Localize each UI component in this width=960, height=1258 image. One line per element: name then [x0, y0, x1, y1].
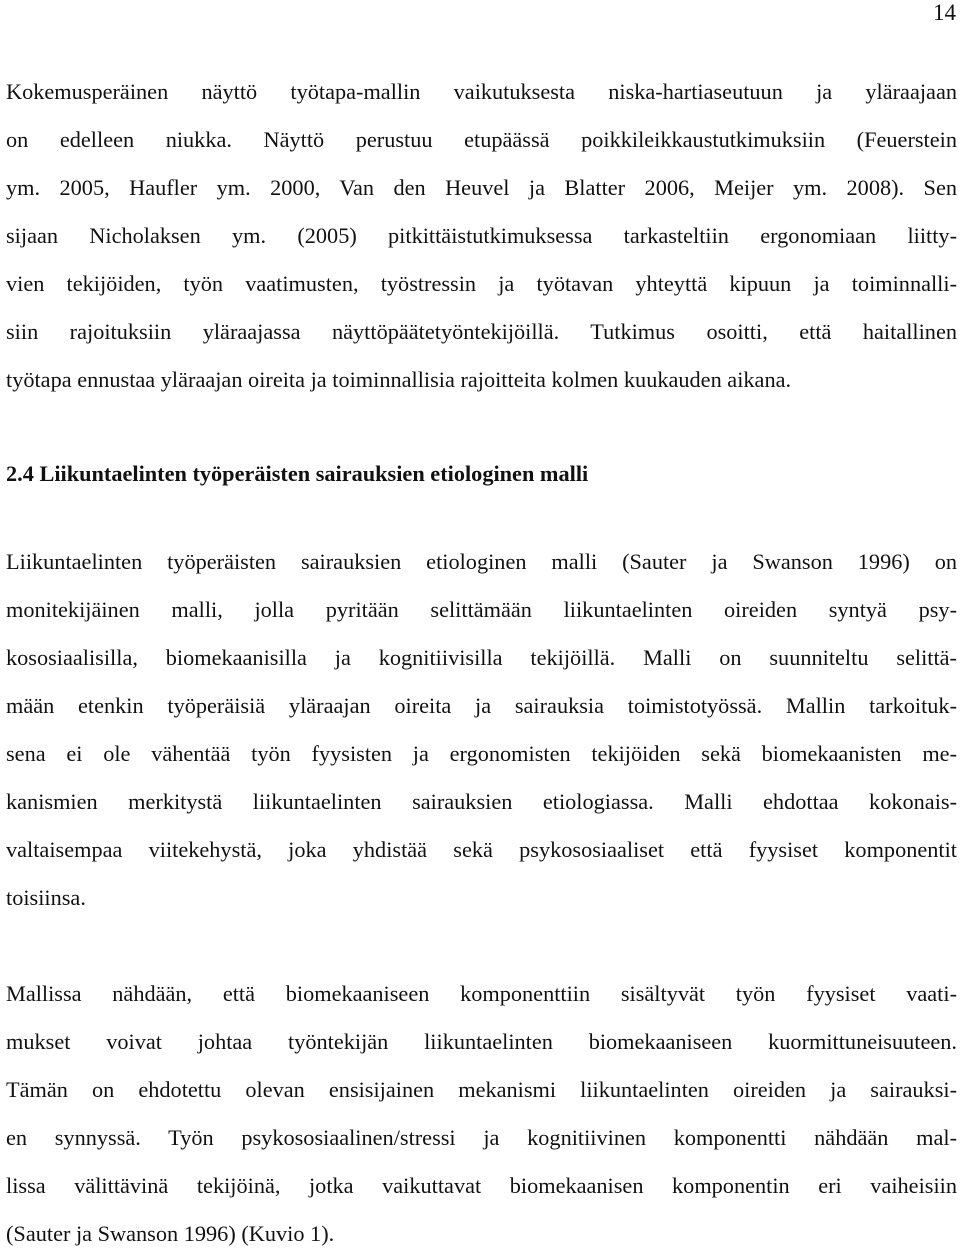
text-line: työtapa ennustaa yläraajan oireita ja toiminnallisia rajoitteita kolmen kuukauden aikana.: [6, 367, 792, 392]
text-line: Kokemusperäinen näyttö työtapa-mallin vaikutuksesta niska-hartiaseutuun ja yläraajaan: [6, 79, 957, 104]
text-line: valtaisempaa viitekehystä, joka yhdistää sekä psykososiaaliset että fyysiset komponentit: [6, 837, 957, 862]
text-line: siin rajoituksiin yläraajassa näyttöpäätetyöntekijöillä. Tutkimus osoitti, että haitallinen: [6, 319, 957, 344]
text-line: mukset voivat johtaa työntekijän liikuntaelinten biomekaaniseen kuormittuneisuuteen.: [6, 1029, 957, 1054]
text-line: Mallissa nähdään, että biomekaaniseen komponenttiin sisältyvät työn fyysiset vaati-: [6, 981, 957, 1006]
text-line: lissa välittävinä tekijöinä, jotka vaikuttavat biomekaanisen komponentin eri vaiheisiin: [6, 1173, 957, 1198]
spacer: [6, 404, 957, 450]
spacer: [6, 922, 957, 970]
text-line: sena ei ole vähentää työn fyysisten ja ergonomisten tekijöiden sekä biomekaanisten me-: [6, 741, 957, 766]
text-line: (Sauter ja Swanson 1996) (Kuvio 1).: [6, 1221, 335, 1246]
text-line: monitekijäinen malli, jolla pyritään selittämään liikuntaelinten oireiden syntyä psy-: [6, 597, 957, 622]
text-line: sijaan Nicholaksen ym. (2005) pitkittäistutkimuksessa tarkasteltiin ergonomiaan liitty-: [6, 223, 957, 248]
text-line: Tämän on ehdotettu olevan ensisijainen mekanismi liikuntaelinten oireiden ja sairauksi-: [6, 1077, 957, 1102]
page-number: 14: [933, 0, 956, 25]
text-line: kososiaalisilla, biomekaanisilla ja kognitiivisilla tekijöillä. Malli on suunniteltu selittä-: [6, 645, 957, 670]
spacer: [6, 498, 957, 538]
text-line: en synnyssä. Työn psykososiaalinen/stressi ja kognitiivinen komponentti nähdään mal-: [6, 1125, 957, 1150]
paragraph-evidence: [6, 68, 957, 404]
text-line: on edelleen niukka. Näyttö perustuu etupäässä poikkileikkaustutkimuksiin (Feuerstein: [6, 127, 957, 152]
text-line: kanismien merkitystä liikuntaelinten sairauksien etiologiassa. Malli ehdottaa kokonais-: [6, 789, 957, 814]
text-line: ym. 2005, Haufler ym. 2000, Van den Heuvel ja Blatter 2006, Meijer ym. 2008). Sen: [6, 175, 957, 200]
text-line: toisiinsa.: [6, 885, 86, 910]
text-line: vien tekijöiden, työn vaatimusten, työstressin ja työtavan yhteyttä kipuun ja toiminnalli-: [6, 271, 957, 296]
text-line: Liikuntaelinten työperäisten sairauksien etiologinen malli (Sauter ja Swanson 1996) on: [6, 549, 957, 574]
text-line: mään etenkin työperäisiä yläraajan oireita ja sairauksia toimistotyössä. Mallin tarkoituk-: [6, 693, 957, 718]
page-body: [6, 68, 957, 1258]
section-heading: 2.4 Liikuntaelinten työperäisten sairauksien etiologinen malli: [6, 461, 589, 486]
paragraph-etiological-model: [6, 538, 957, 922]
